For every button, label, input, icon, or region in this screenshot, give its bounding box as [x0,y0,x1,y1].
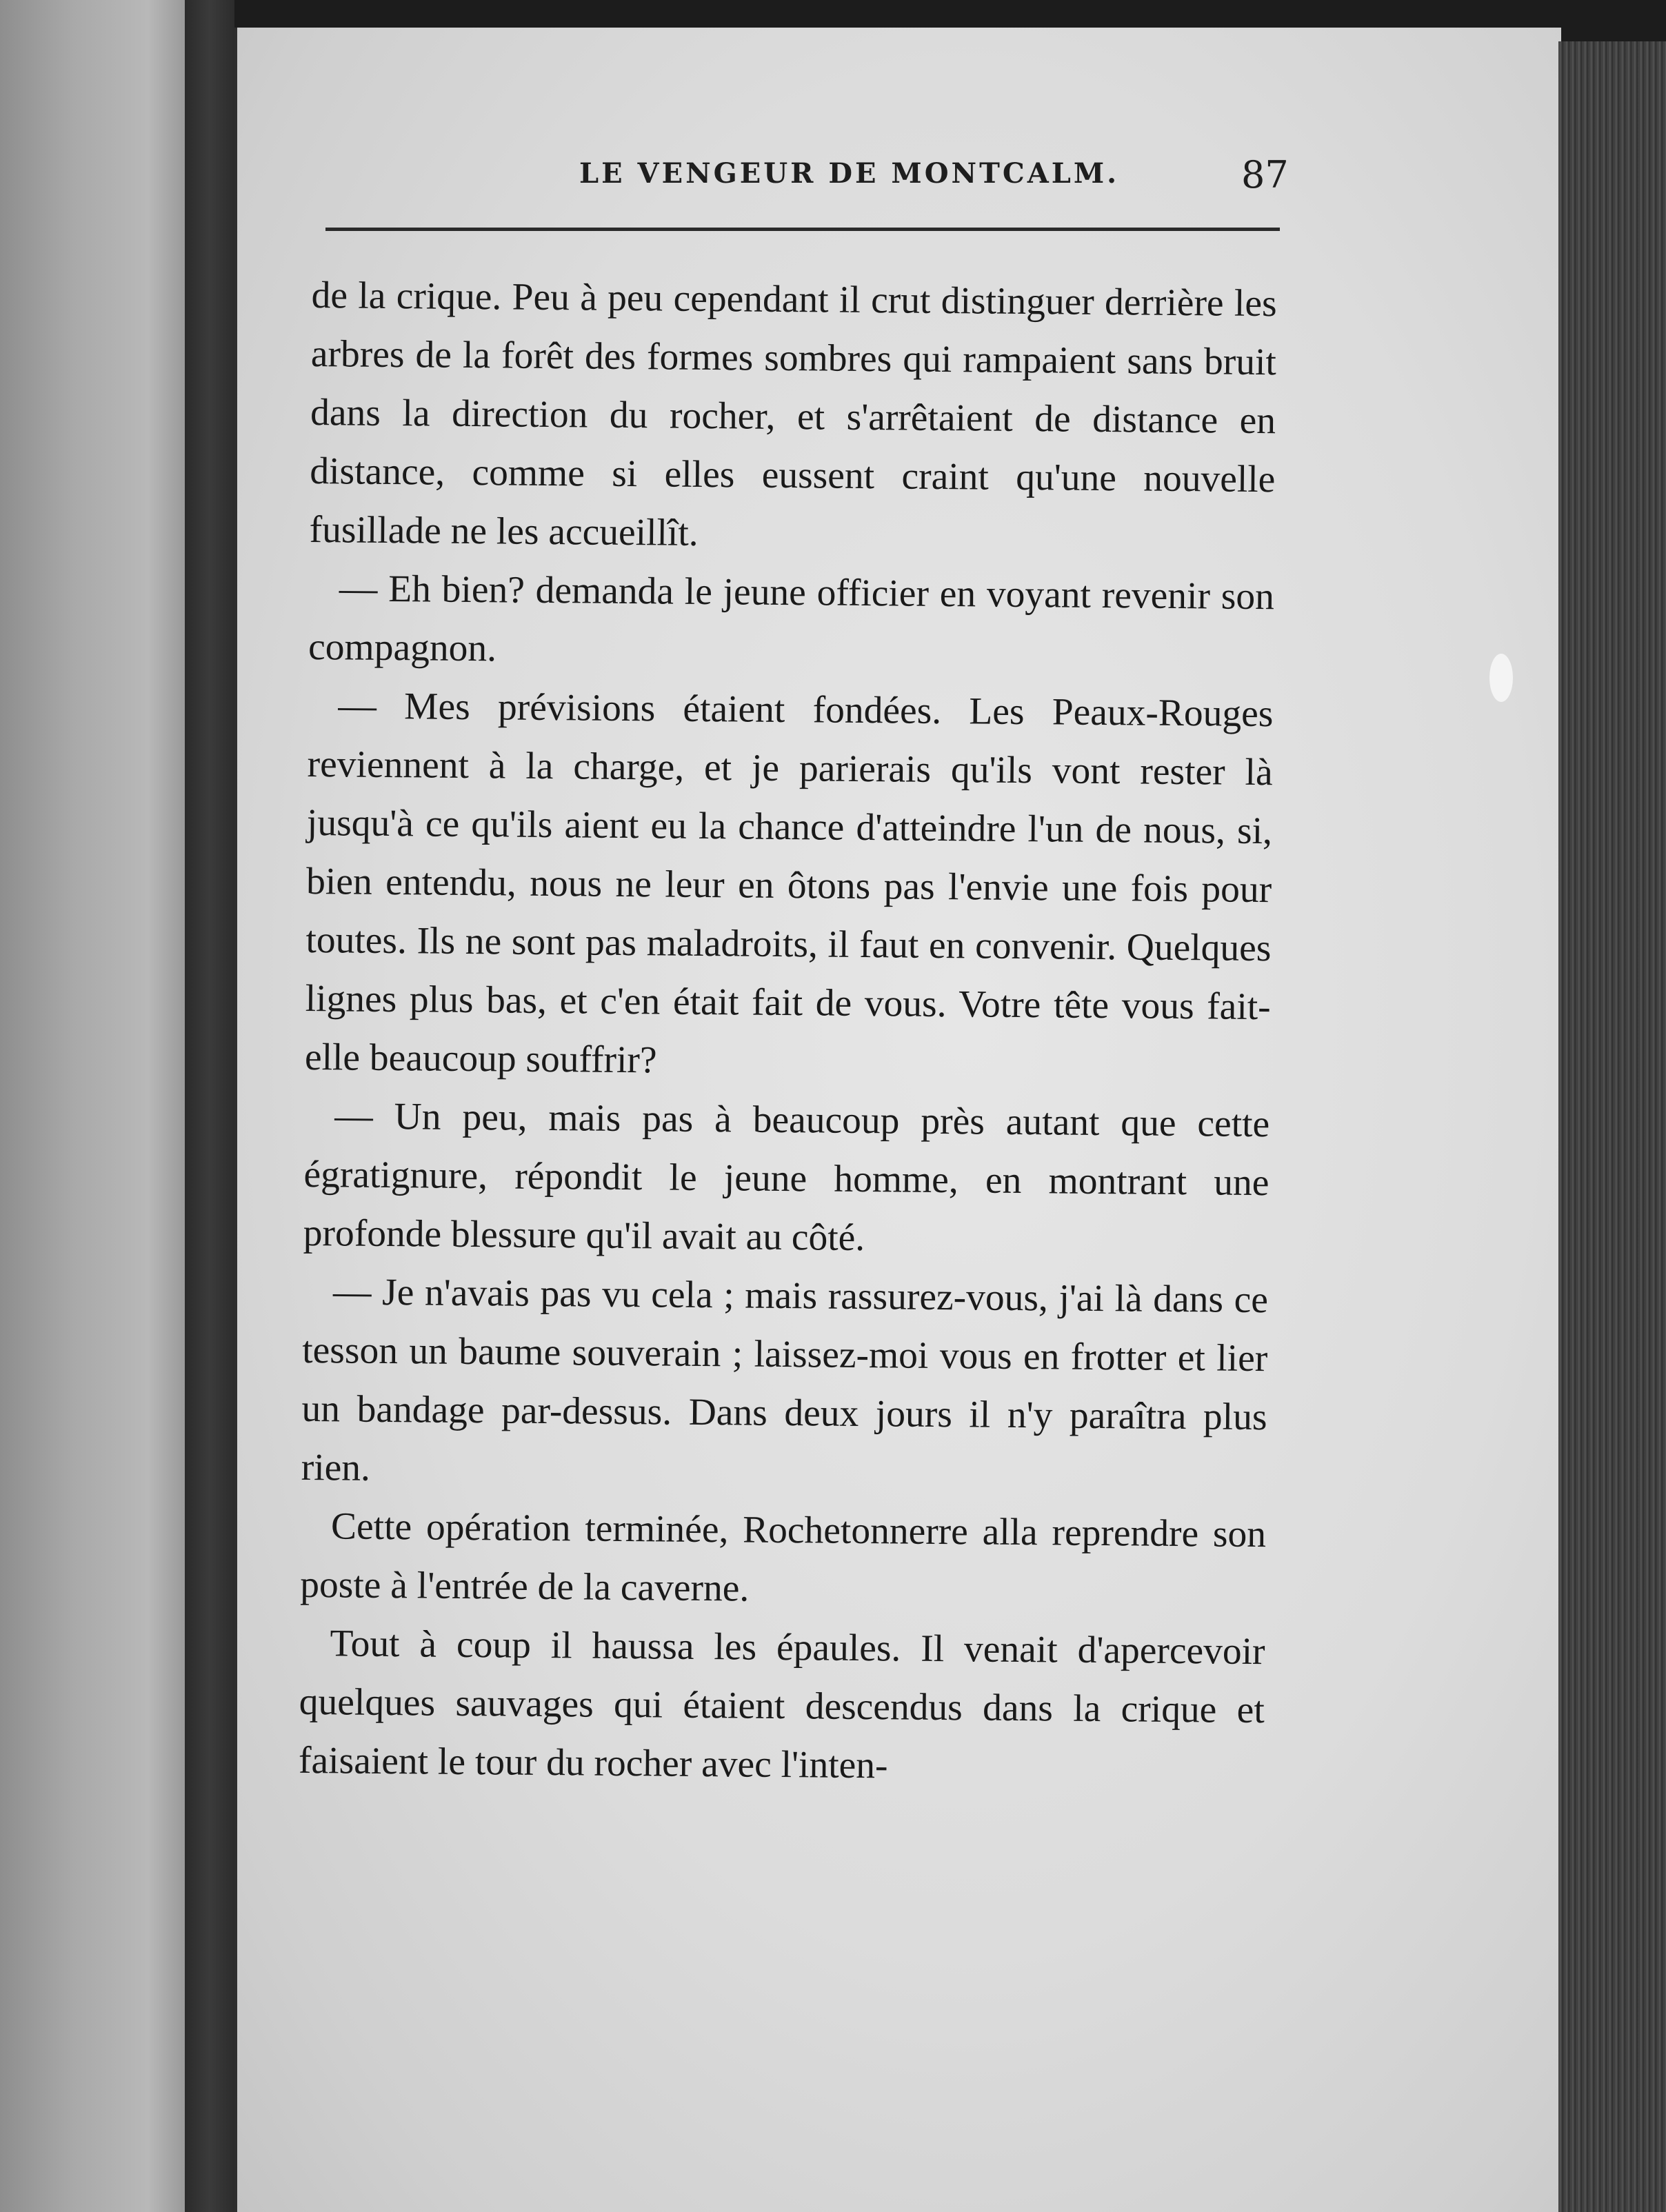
book-gutter [185,0,234,2212]
paragraph: — Un peu, mais pas à beaucoup près autant que cette égratignure, répondit le jeune homme, en montrant une profonde blessure qu'il avait au côté. [303,1095,1270,1260]
header-rule [325,228,1280,231]
scan-speck [1489,654,1513,702]
page-number: 87 [1241,153,1289,197]
paragraph: Cette opération terminée, Rochetonnerre alla reprendre son poste à l'entrée de la caverne. [300,1505,1267,1610]
body-text [299,266,1277,1798]
running-head: LE VENGEUR DE MONTCALM. [579,157,1120,190]
paragraph: — Je n'avais pas vu cela ; mais rassurez-vous, j'ai là dans ce tesson un baume souverain ; laissez-moi vous en frotter et lier un bandage par-dessus. Dans deux jours il n'y paraîtra plus rien. [301,1271,1269,1489]
paragraph: de la crique. Peu à peu cependant il crut distinguer derrière les arbres de la forêt des formes sombres qui rampaient sans bruit dans la direction du rocher, et s'arrêtaient de distance en distance, comme si elles eussent craint qu'une nouvelle fusillade ne les accueillît. [309,274,1277,554]
page-block-edge [1558,41,1666,2212]
left-page-margin [0,0,185,2212]
paragraph: — Eh bien? demanda le jeune officier en voyant revenir son compagnon. [308,567,1275,670]
paragraph: — Mes prévisions étaient fondées. Les Peaux-Rouges reviennent à la charge, et je parierais qu'ils vont rester là jusqu'à ce qu'ils aient eu la chance d'atteindre l'un de nous, si, bien entendu, nous ne leur en ôtons pas l'envie une fois pour toutes. Ils ne sont pas maladroits, il faut en convenir. Quelques lignes plus bas, et c'en était fait de vous. Votre tête vous fait-elle beaucoup souffrir? [304,685,1274,1082]
paragraph: Tout à coup il haussa les épaules. Il venait d'apercevoir quelques sauvages qui étaient descendus dans la crique et faisaient le tour du rocher avec l'inten- [298,1622,1265,1787]
